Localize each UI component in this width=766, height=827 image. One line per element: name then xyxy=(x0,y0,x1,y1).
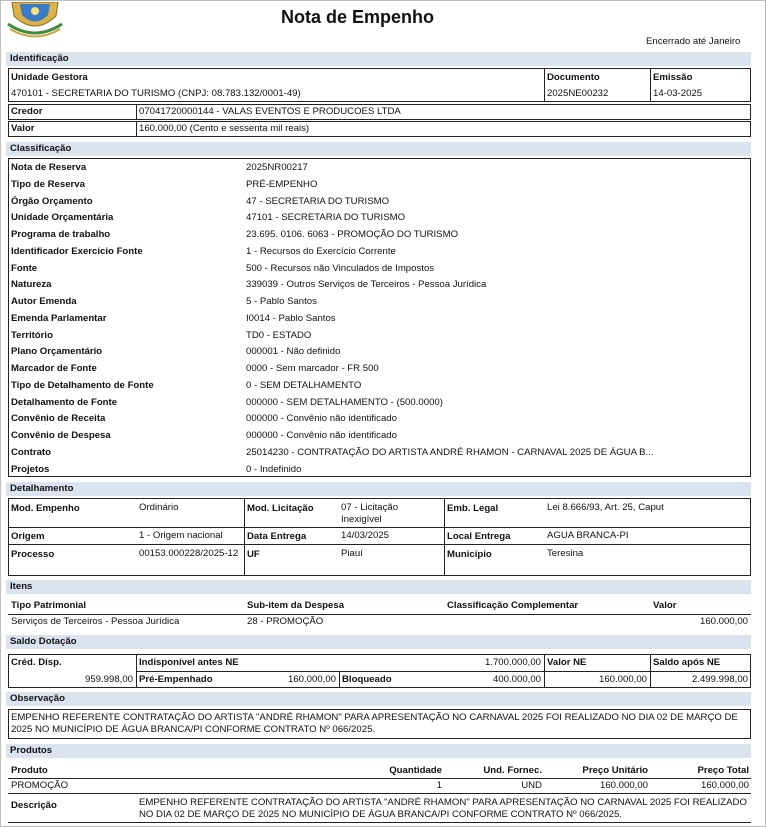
credor-value: 07041720000144 - VALAS EVENTOS E PRODUCOES LTDA xyxy=(139,106,401,117)
classificacao-label: Autor Emenda xyxy=(11,296,77,307)
produtos-header-und: Und. Fornec. xyxy=(483,765,542,776)
emb-legal-value: Lei 8.666/93, Art. 25, Caput xyxy=(547,502,664,513)
cred-disp-label: Créd. Disp. xyxy=(11,657,62,668)
indisponivel-value: 1.700.000,00 xyxy=(484,657,541,668)
produtos-row-preco-unitario: 160.000,00 xyxy=(599,780,648,791)
produtos-header-produto: Produto xyxy=(11,765,48,776)
classificacao-value: 339039 - Outros Serviços de Terceiros - Pessoa Jurídica xyxy=(246,279,487,290)
bloqueado-label: Bloqueado xyxy=(342,674,392,685)
classificacao-label: Marcador de Fonte xyxy=(11,363,97,374)
classificacao-value: 000000 - SEM DETALHAMENTO - (500.0000) xyxy=(246,397,443,408)
observacao-text: EMPENHO REFERENTE CONTRATAÇÃO DO ARTISTA "ANDRÉ RHAMON" PARA APRESENTAÇÃO NO CARNAVAL 2025 FOI REALIZADO NO DIA 02 DE MARÇO DE 2025 NO MUNICÍPIO DE ÁGUA BRANCA/PI CONFORME CONTRATO Nº 066/2025. xyxy=(11,712,738,735)
classificacao-label: Tipo de Detalhamento de Fonte xyxy=(11,380,154,391)
valor-label: Valor xyxy=(11,123,35,134)
classificacao-value: 000000 - Convênio não identificado xyxy=(246,430,397,441)
saldo-apos-ne-label: Saldo após NE xyxy=(653,657,721,668)
classificacao-label: Contrato xyxy=(11,447,51,458)
classificacao-label: Natureza xyxy=(11,279,52,290)
mod-empenho-label: Mod. Empenho xyxy=(11,503,80,514)
itens-row-tipo: Serviços de Terceiros - Pessoa Jurídica xyxy=(11,616,180,627)
classificacao-label: Emenda Parlamentar xyxy=(11,313,107,324)
classificacao-label: Nota de Reserva xyxy=(11,162,87,173)
pre-empenhado-value: 160.000,00 xyxy=(287,674,336,685)
classificacao-label: Tipo de Reserva xyxy=(11,179,85,190)
classificacao-label: Fonte xyxy=(11,263,38,274)
classificacao-value: 25014230 - CONTRATAÇÃO DO ARTISTA ANDRÉ RHAMON - CARNAVAL 2025 DE ÁGUA B... xyxy=(246,447,654,458)
section-detalhamento: Detalhamento xyxy=(6,482,751,496)
produtos-row-produto: PROMOÇÃO xyxy=(11,780,69,791)
documento-value: 2025NE00232 xyxy=(547,88,609,99)
classificacao-value: TD0 - ESTADO xyxy=(246,330,312,341)
produtos-row-quantidade: 1 xyxy=(436,780,442,791)
processo-value: 00153.000228/2025-12 xyxy=(139,548,239,559)
classificacao-value: 2025NR00217 xyxy=(246,162,308,173)
descricao-text: EMPENHO REFERENTE CONTRATAÇÃO DO ARTISTA "ANDRÉ RHAMON" PARA APRESENTAÇÃO NO CARNAVAL 2025 FOI REALIZADO NO DIA 02 DE MARÇO DE 2025 NO MUNICÍPIO DE ÁGUA BRANCA/PI CONFORME CONTRATO Nº 066/2025. xyxy=(139,797,747,820)
classificacao-label: Detalhamento de Fonte xyxy=(11,397,118,408)
status-text: Encerrado até Janeiro xyxy=(646,36,741,47)
section-classificacao: Classificação xyxy=(6,142,751,156)
valor-ne-label: Valor NE xyxy=(547,657,587,668)
valor-value: 160.000,00 (Cento e sessenta mil reais) xyxy=(139,123,310,134)
emb-legal-label: Emb. Legal xyxy=(447,503,499,514)
indisponivel-label: Indisponível antes NE xyxy=(139,657,239,668)
classificacao-label: Unidade Orçamentária xyxy=(11,212,114,223)
uf-value: Piauí xyxy=(341,548,363,559)
classificacao-value: 23.695. 0106. 6063 - PROMOÇÃO DO TURISMO xyxy=(246,229,459,240)
mod-empenho-value: Ordinário xyxy=(139,502,179,513)
unidade-gestora-value: 470101 - SECRETARIA DO TURISMO (CNPJ: 08.783.132/0001-49) xyxy=(11,88,301,99)
section-identificacao: Identificação xyxy=(6,52,751,66)
classificacao-value: 0000 - Sem marcador - FR 500 xyxy=(246,363,379,374)
classificacao-label: Convênio de Despesa xyxy=(11,430,111,441)
itens-header-tipo: Tipo Patrimonial xyxy=(11,600,86,611)
valor-box xyxy=(8,121,751,137)
bloqueado-value: 400.000,00 xyxy=(492,674,541,685)
credor-label: Credor xyxy=(11,106,43,117)
unidade-gestora-label: Unidade Gestora xyxy=(11,72,88,83)
classificacao-value: 000000 - Convênio não identificado xyxy=(246,413,397,424)
classificacao-value: 500 - Recursos não Vinculados de Impostos xyxy=(246,263,435,274)
classificacao-value: 000001 - Não definido xyxy=(246,346,341,357)
classificacao-label: Programa de trabalho xyxy=(11,229,111,240)
itens-row-subitem: 28 - PROMOÇÃO xyxy=(247,616,324,627)
produtos-header-preco-unitario: Preço Unitário xyxy=(582,765,648,776)
classificacao-label: Identificador Exercício Fonte xyxy=(11,246,143,257)
origem-value: 1 - Origem nacional xyxy=(139,530,223,541)
classificacao-value: I0014 - Pablo Santos xyxy=(246,313,336,324)
section-produtos: Produtos xyxy=(6,744,751,758)
emissao-label: Emissão xyxy=(653,72,693,83)
data-entrega-label: Data Entrega xyxy=(247,531,307,542)
classificacao-value: 0 - SEM DETALHAMENTO xyxy=(246,380,362,391)
valor-ne-value: 160.000,00 xyxy=(598,674,647,685)
classificacao-label: Órgão Orçamento xyxy=(11,196,93,207)
pre-empenhado-label: Pré-Empenhado xyxy=(139,674,213,685)
section-saldo-dotacao: Saldo Dotação xyxy=(6,635,751,649)
produtos-row-und: UND xyxy=(521,780,542,791)
classificacao-value: 0 - Indefinido xyxy=(246,464,302,475)
produtos-row-preco-total: 160.000,00 xyxy=(700,780,749,791)
section-itens: Itens xyxy=(6,580,751,594)
cred-disp-value: 959.998,00 xyxy=(84,674,133,685)
mod-licitacao-label: Mod. Licitação xyxy=(247,503,314,514)
classificacao-value: 47 - SECRETARIA DO TURISMO xyxy=(246,196,390,207)
classificacao-value: PRÉ-EMPENHO xyxy=(246,179,318,190)
municipio-value: Teresina xyxy=(547,548,584,559)
documento-label: Documento xyxy=(547,72,600,83)
local-entrega-label: Local Entrega xyxy=(447,531,511,542)
produtos-header-preco-total: Preço Total xyxy=(697,765,749,776)
produtos-header-quantidade: Quantidade xyxy=(389,765,442,776)
municipio-label: Município xyxy=(447,549,492,560)
itens-row-valor: 160.000,00 xyxy=(699,616,748,627)
classificacao-value: 47101 - SECRETARIA DO TURISMO xyxy=(246,212,406,223)
page-title: Nota de Empenho xyxy=(280,7,434,27)
processo-label: Processo xyxy=(11,549,55,560)
uf-label: UF xyxy=(247,549,260,560)
itens-header-valor: Valor xyxy=(653,600,677,611)
descricao-label: Descrição xyxy=(11,800,57,811)
classificacao-label: Convênio de Receita xyxy=(11,413,106,424)
local-entrega-value: AGUA BRANCA-PI xyxy=(547,530,629,541)
saldo-apos-ne-value: 2.499.998,00 xyxy=(691,674,748,685)
emissao-value: 14-03-2025 xyxy=(653,88,703,99)
classificacao-label: Território xyxy=(11,330,53,341)
itens-header-subitem: Sub-item da Despesa xyxy=(247,600,345,611)
classificacao-value: 1 - Recursos do Exercício Corrente xyxy=(246,246,396,257)
origem-label: Origem xyxy=(11,531,45,542)
classificacao-label: Projetos xyxy=(11,464,50,475)
itens-header-classificacao: Classificação Complementar xyxy=(447,600,579,611)
section-observacao: Observação xyxy=(6,692,751,706)
mod-licitacao-value: 07 - Licitação Inexigível xyxy=(341,502,399,525)
classificacao-label: Plano Orçamentário xyxy=(11,346,103,357)
classificacao-value: 5 - Pablo Santos xyxy=(246,296,317,307)
data-entrega-value: 14/03/2025 xyxy=(341,530,390,541)
